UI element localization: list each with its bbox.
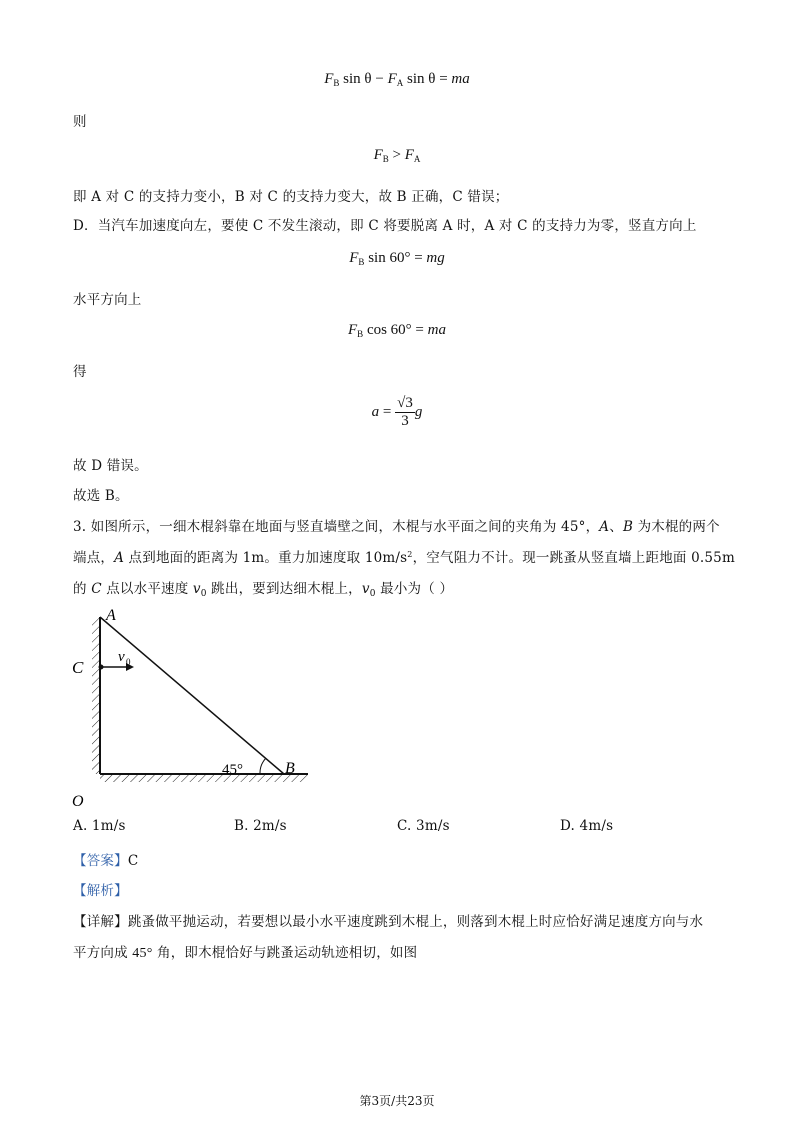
option-d: D. 4m/s [560,818,614,834]
q3-line1-e: 为木棍的两个 [633,519,720,535]
q3-line2-A: A [114,550,125,566]
eq3-rhs: mg [426,250,445,266]
q3-line1-a: 3. 如图所示，一细木棍斜靠在地面与竖直墙壁之间，木棍与水平面之间的夹角为 45°， [73,519,600,535]
answer-label: 【答案】 [73,853,128,869]
q3-line1-sep: 、 [609,519,623,535]
angle-arc [260,758,266,774]
q3-line-1 [73,515,720,535]
detail-line-2 [73,941,417,962]
eq2-fb-sub: B [382,154,389,164]
eq2-op: > [388,147,405,163]
q3-line3-v2-sub: 0 [369,589,376,599]
eq4-rhs: ma [427,322,446,338]
detail-text-2c: 角，即木棍恰好与跳蚤运动轨迹相切，如图 [152,945,418,961]
label-v-sub: 0 [126,657,131,667]
answer-value: C [127,853,139,869]
word-de: 得 [73,364,87,380]
q3-line3-v: v [192,581,201,597]
q3-line-3 [73,577,453,599]
wall-hatch [92,617,100,774]
eq4-f-sub: B [357,329,364,339]
option-b: B. 2m/s [234,818,287,834]
equation-4 [0,322,794,339]
equation-2 [0,147,794,164]
word-ze: 则 [73,114,87,130]
q3-line1-B: B [622,519,634,535]
answer-line [73,849,138,869]
option-c: C. 3m/s [397,818,450,834]
q3-line3-C: C [91,581,102,597]
wooden-stick [100,617,284,774]
detail-line-1 [73,910,703,930]
label-b: B [285,760,295,777]
q3-line-2 [73,546,735,566]
equation-5 [0,395,794,430]
eq2-fa: F [404,147,414,163]
eq3-f-sub: B [358,257,365,267]
option-a: A. 1m/s [73,818,126,834]
detail-text-2a: 平方向成 [73,945,133,961]
eq5-denominator: 3 [401,413,409,429]
q3-line3-e: 最小为（ ） [375,581,454,597]
label-angle: 45° [222,762,243,778]
eq1-mid: sin θ − [339,71,388,87]
equation-3 [0,250,794,267]
eq1-ma: ma [451,71,470,87]
eq3-f: F [349,250,359,266]
detail-angle: 45° [132,946,153,961]
line-choose: 故选 B。 [73,488,129,504]
label-o: O [72,793,84,810]
eq4-f: F [348,322,358,338]
eq5-a: a [371,403,380,420]
q3-line2-a: 端点， [73,550,115,566]
q3-line3-c: 点以水平速度 [101,581,193,597]
line-d: D．当汽车加速度向左，要使 C 不发生滚动，即 C 将要脱离 A 时，A 对 C 的支持力为零，竖直方向上 [73,218,697,234]
q3-line3-d: 跳出，要到达细木棍上， [206,581,362,597]
eq4-body: cos 60° = [363,322,428,338]
q3-line3-v-sub: 0 [200,589,207,599]
label-a: A [106,607,116,624]
eq1-fb: F [324,71,334,87]
page-footer: 第3页/共23页 [359,1094,435,1108]
eq2-fb: F [373,147,383,163]
eq5-eq: = [379,403,396,420]
q3-line3-v2: v [361,581,370,597]
eq5-fraction [395,395,415,430]
eq5-numerator: √3 [397,395,413,411]
equation-1 [0,71,794,88]
eq1-rhs: sin θ = [403,71,452,87]
eq5-g: g [414,403,423,420]
label-c: C [72,658,84,677]
eq1-fa-sub: A [396,78,404,88]
ground-hatch [100,774,308,782]
detail-text-1: 跳蚤做平抛运动，若要想以最小水平速度跳到木棍上，则落到木棍上时应恰好满足速度方向与水 [127,914,704,930]
detail-label: 【详解】 [73,914,128,930]
eq1-fa: F [387,71,397,87]
analysis-label: 【解析】 [73,883,128,899]
eq3-body: sin 60° = [364,250,427,266]
q3-line2-c: 点到地面的距离为 1m。重力加速度取 10m/s [124,550,408,566]
eq1-fb-sub: B [333,78,340,88]
line-d-wrong: 故 D 错误。 [73,458,148,474]
q3-line2-sup: 2 [407,550,413,559]
physics-figure [66,600,316,812]
q3-line3-a: 的 [73,581,92,597]
q3-line1-A: A [599,519,610,535]
q3-line2-d: ，空气阻力不计。现一跳蚤从竖直墙上距地面 0.55m [412,550,735,566]
eq2-fa-sub: A [413,154,421,164]
word-horizontal: 水平方向上 [73,292,142,308]
line-c: 即 A 对 C 的支持力变小，B 对 C 的支持力变大，故 B 正确，C 错误； [73,189,509,205]
label-v: v [118,649,125,665]
